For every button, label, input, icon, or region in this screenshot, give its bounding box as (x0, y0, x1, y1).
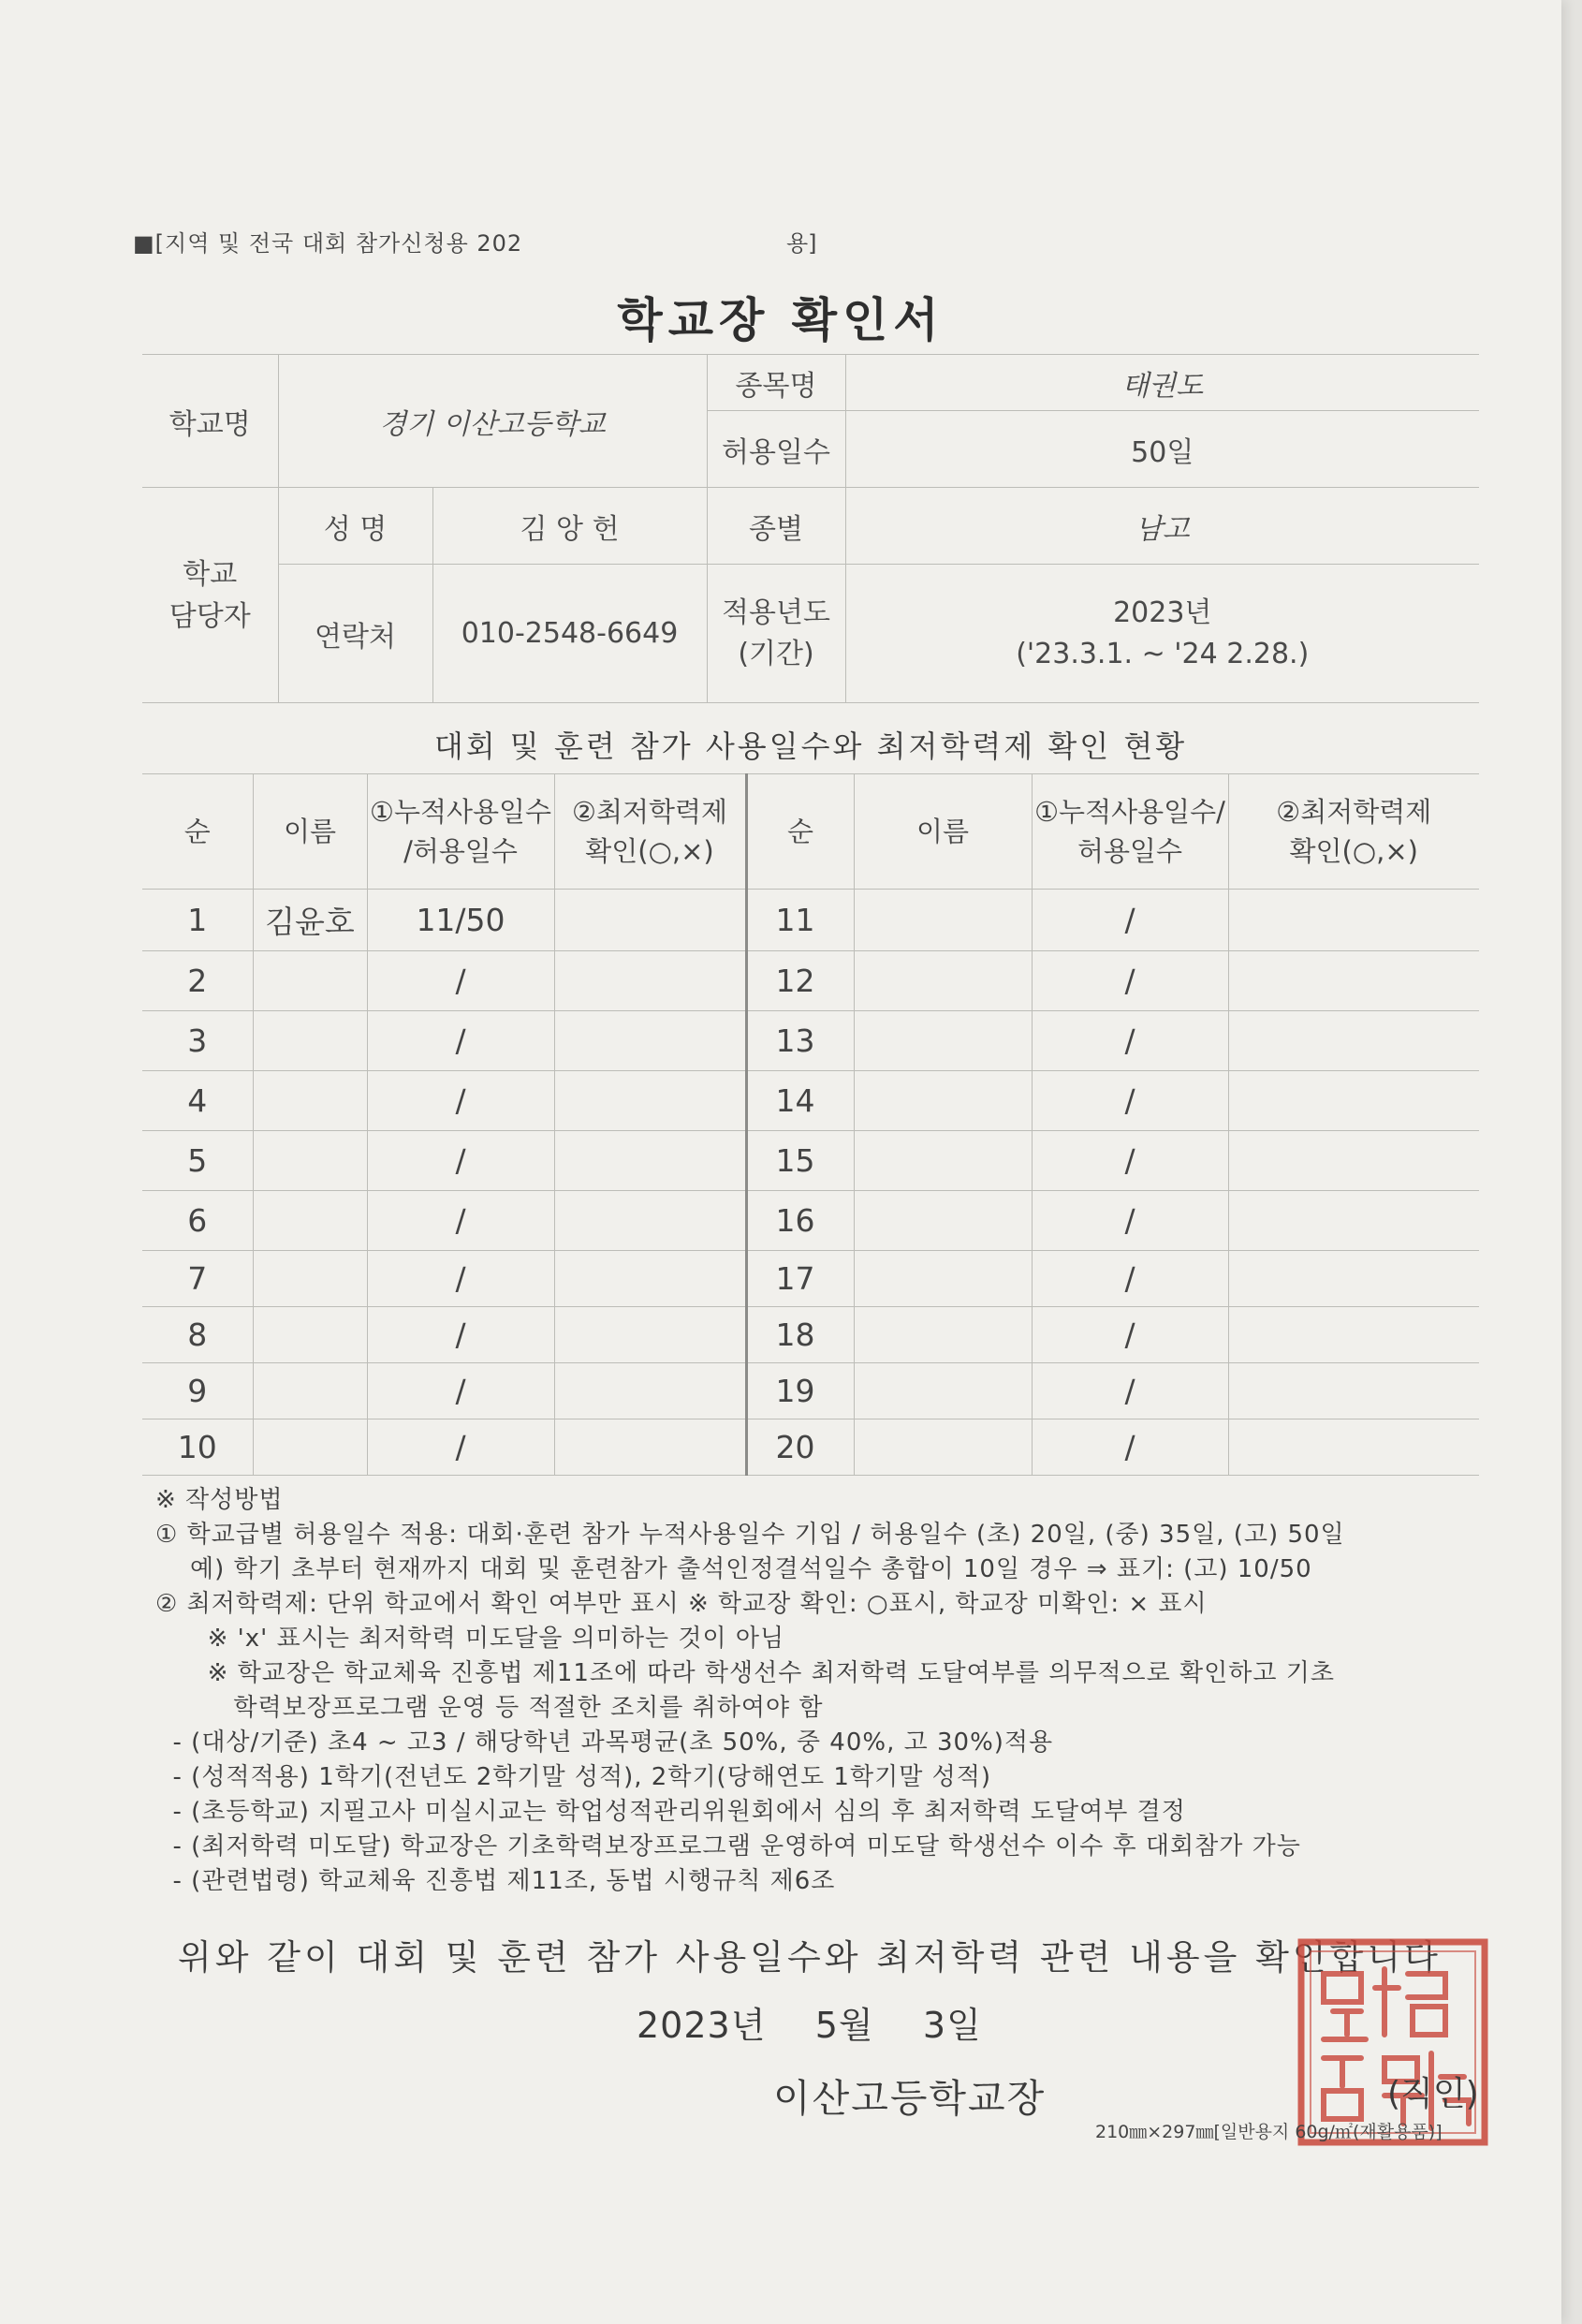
athlete-name (854, 1131, 1032, 1191)
used-days: / (1032, 1191, 1228, 1251)
confirmation-statement: 위와 같이 대회 및 훈련 참가 사용일수와 최저학력 관련 내용을 확인합니다 (178, 1937, 1442, 1978)
row-number: 5 (142, 1131, 253, 1191)
used-days: / (1032, 1419, 1228, 1476)
table-row (142, 1307, 1479, 1363)
academic-check (554, 890, 746, 951)
academic-check (1228, 1251, 1479, 1307)
contact-group-label: 학교 담당자 (142, 488, 278, 703)
academic-check (554, 1419, 746, 1476)
table-row (142, 1363, 1479, 1419)
athlete-name (854, 1011, 1032, 1071)
contact-phone-label: 연락처 (278, 565, 432, 703)
row-number: 17 (746, 1251, 854, 1307)
form-label-end: 용] (786, 230, 817, 257)
used-days: / (1032, 1071, 1228, 1131)
event-label: 종목명 (707, 355, 845, 411)
used-days: / (367, 1419, 554, 1476)
contact-name-value: 김 앙 헌 (432, 488, 707, 565)
year-cell (845, 565, 1479, 703)
paper-spec-footer: 210㎜×297㎜[일반용지 60g/㎡(재활용품)] (1095, 2122, 1443, 2142)
athlete-name (253, 1191, 367, 1251)
row-number: 15 (746, 1131, 854, 1191)
used-days: / (1032, 1363, 1228, 1419)
used-days: / (367, 1191, 554, 1251)
used-days: / (367, 1011, 554, 1071)
used-days: / (1032, 1307, 1228, 1363)
used-days: / (367, 1131, 554, 1191)
athlete-name (253, 1251, 367, 1307)
row-number: 14 (746, 1071, 854, 1131)
allowed-days-label: 허용일수 (707, 411, 845, 488)
athlete-name (854, 1363, 1032, 1419)
athlete-name (253, 1419, 367, 1476)
instruction-line: ※ 학교장은 학교체육 진흥법 제11조에 따라 학생선수 최저학력 도달여부를 의무적으로 확인하고 기초 (155, 1659, 1336, 1687)
issue-date: 2023년 5월 3일 (637, 2005, 982, 2046)
academic-check (554, 1071, 746, 1131)
used-days: / (1032, 951, 1228, 1011)
academic-check (554, 1363, 746, 1419)
academic-check (1228, 1307, 1479, 1363)
list-header-row (142, 774, 1479, 890)
athlete-list-table (142, 773, 1479, 1476)
instruction-line: ① 학교급별 허용일수 적용: 대회·훈련 참가 누적사용일수 기입 / 허용일수 (초) 20일, (중) 35일, (고) 50일 (155, 1521, 1345, 1549)
instruction-line: - (성적적용) 1학기(전년도 2학기말 성적), 2학기(당해연도 1학기말 성적) (155, 1763, 991, 1791)
athlete-name (253, 1363, 367, 1419)
academic-check (1228, 1131, 1479, 1191)
allowed-days-value: 50일 (845, 411, 1479, 488)
instruction-line: - (최저학력 미도달) 학교장은 기초학력보장프로그램 운영하여 미도달 학생선수 이수 후 대회참가 가능 (155, 1832, 1301, 1861)
seal-mark-label: (직인) (1387, 2075, 1479, 2113)
athlete-name (253, 951, 367, 1011)
used-days: 11/50 (367, 890, 554, 951)
athlete-name (253, 1011, 367, 1071)
academic-check (554, 1251, 746, 1307)
table-row (142, 890, 1479, 951)
used-days: / (367, 1307, 554, 1363)
header-check-right: ②최저학력제 확인(○,×) (1228, 774, 1479, 890)
official-seal-stamp (1296, 1936, 1490, 2148)
athlete-name (854, 1251, 1032, 1307)
table-row (142, 1011, 1479, 1071)
table-row (142, 1419, 1479, 1476)
academic-check (1228, 1071, 1479, 1131)
contact-phone-value: 010-2548-6649 (432, 565, 707, 703)
academic-check (554, 1131, 746, 1191)
school-name-value: 경기 이산고등학교 (278, 355, 707, 488)
academic-check (554, 1191, 746, 1251)
row-number: 2 (142, 951, 253, 1011)
row-number: 20 (746, 1419, 854, 1476)
row-number: 10 (142, 1419, 253, 1476)
form-label: ■[지역 및 전국 대회 참가신청용 202 (133, 230, 523, 257)
athlete-name (854, 1307, 1032, 1363)
row-number: 13 (746, 1011, 854, 1071)
contact-name-label: 성 명 (278, 488, 432, 565)
gender-label: 종별 (707, 488, 845, 565)
row-number: 19 (746, 1363, 854, 1419)
header-days-right: ①누적사용일수/ 허용일수 (1032, 774, 1228, 890)
academic-check (554, 1307, 746, 1363)
period-value: ('23.3.1. ~ '24 2.28.) (1016, 637, 1310, 670)
instruction-line: ※ 'x' 표시는 최저학력 미도달을 의미하는 것이 아님 (155, 1625, 785, 1653)
athlete-name (854, 951, 1032, 1011)
row-number: 16 (746, 1191, 854, 1251)
instruction-line: - (대상/기준) 초4 ~ 고3 / 해당학년 과목평균(초 50%, 중 40%, 고 30%)적용 (155, 1728, 1054, 1757)
row-number: 6 (142, 1191, 253, 1251)
header-days: ①누적사용일수 /허용일수 (367, 774, 554, 890)
athlete-name (253, 1131, 367, 1191)
gender-value: 남고 (845, 488, 1479, 565)
header-no-right: 순 (746, 774, 854, 890)
table-row (142, 1191, 1479, 1251)
used-days: / (1032, 1131, 1228, 1191)
used-days: / (1032, 1011, 1228, 1071)
academic-check (1228, 890, 1479, 951)
row-number: 12 (746, 951, 854, 1011)
row-number: 18 (746, 1307, 854, 1363)
writing-instructions (155, 1483, 1503, 1899)
instruction-line: - (초등학교) 지필고사 미실시교는 학업성적관리위원회에서 심의 후 최저학력 도달여부 결정 (155, 1798, 1186, 1826)
athlete-name (854, 1191, 1032, 1251)
instruction-line: ② 최저학력제: 단위 학교에서 확인 여부만 표시 ※ 학교장 확인: ○표시, 학교장 미확인: × 표시 (155, 1590, 1208, 1618)
header-name-right: 이름 (854, 774, 1032, 890)
row-number: 7 (142, 1251, 253, 1307)
athlete-name (854, 1071, 1032, 1131)
used-days: / (1032, 890, 1228, 951)
academic-check (1228, 1191, 1479, 1251)
document-title: 학교장 확인서 (617, 293, 945, 347)
academic-check (554, 951, 746, 1011)
academic-check (1228, 1363, 1479, 1419)
athlete-name (854, 890, 1032, 951)
table-row (142, 1251, 1479, 1307)
table-row (142, 951, 1479, 1011)
row-number: 3 (142, 1011, 253, 1071)
academic-check (554, 1011, 746, 1071)
used-days: / (367, 1251, 554, 1307)
athlete-name (854, 1419, 1032, 1476)
header-name: 이름 (253, 774, 367, 890)
year-value: 2023년 (1113, 596, 1212, 629)
used-days: / (367, 1363, 554, 1419)
academic-check (1228, 1419, 1479, 1476)
header-check: ②최저학력제 확인(○,×) (554, 774, 746, 890)
principal-title: 이산고등학교장 (773, 2076, 1047, 2121)
instruction-line: 학력보장프로그램 운영 등 적절한 조치를 취하여야 함 (155, 1694, 824, 1722)
row-number: 9 (142, 1363, 253, 1419)
instruction-line: 예) 학기 초부터 현재까지 대회 및 훈련참가 출석인정결석일수 총합이 10일 경우 ⇒ 표기: (고) 10/50 (155, 1555, 1312, 1583)
athlete-name: 김윤호 (253, 890, 367, 951)
athlete-name (253, 1307, 367, 1363)
header-no: 순 (142, 774, 253, 890)
table-row (142, 1131, 1479, 1191)
row-number: 11 (746, 890, 854, 951)
instruction-line: ※ 작성방법 (155, 1486, 284, 1514)
school-name-label: 학교명 (142, 355, 278, 488)
table-row (142, 1071, 1479, 1131)
athlete-name (253, 1071, 367, 1131)
used-days: / (367, 1071, 554, 1131)
academic-check (1228, 951, 1479, 1011)
row-number: 8 (142, 1307, 253, 1363)
row-number: 4 (142, 1071, 253, 1131)
instruction-line: - (관련법령) 학교체육 진흥법 제11조, 동법 시행규칙 제6조 (155, 1867, 836, 1895)
used-days: / (367, 951, 554, 1011)
year-label: 적용년도 (기간) (707, 565, 845, 703)
school-info-table (142, 354, 1479, 703)
section-title: 대회 및 훈련 참가 사용일수와 최저학력제 확인 현황 (433, 728, 1188, 764)
event-value: 태권도 (845, 355, 1479, 411)
academic-check (1228, 1011, 1479, 1071)
row-number: 1 (142, 890, 253, 951)
used-days: / (1032, 1251, 1228, 1307)
